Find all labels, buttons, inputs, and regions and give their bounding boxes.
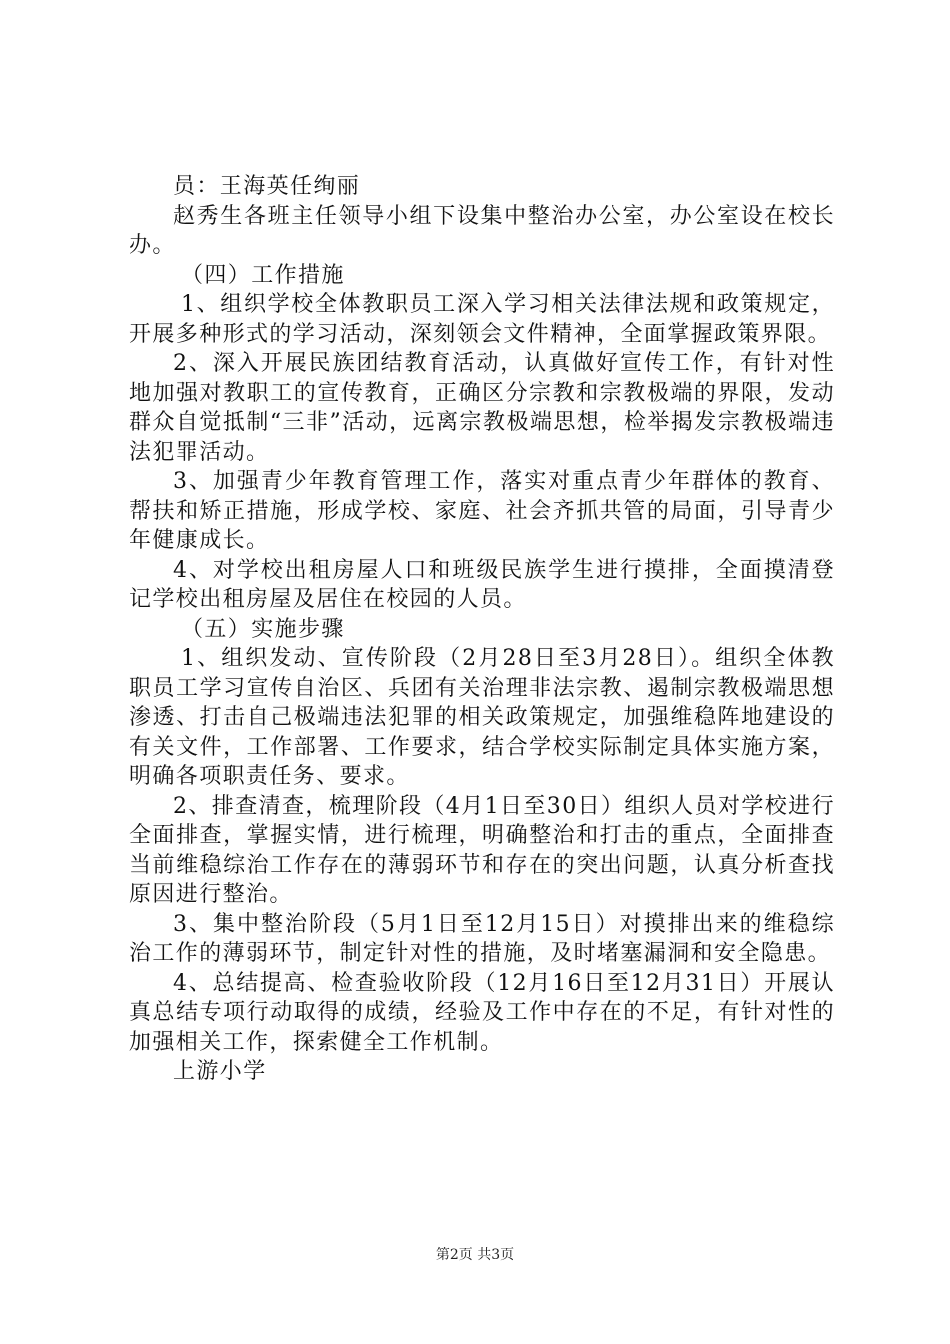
paragraph-office-setup: 赵秀生各班主任领导小组下设集中整治办公室，办公室设在校长办。 [129, 203, 835, 258]
paragraph-member-list: 员：王海英任绚丽 [173, 174, 361, 199]
signature-school-name: 上游小学 [173, 1059, 267, 1084]
paragraph-measure-1: 1、组织学校全体教职员工深入学习相关法律法规和政策规定，开展多种形式的学习活动，深刻领会文件精神，全面掌握政策界限。 [129, 292, 835, 347]
paragraph-measure-4: 4、对学校出租房屋人口和班级民族学生进行摸排，全面摸清登记学校出租房屋及居住在校园的人员。 [129, 557, 835, 612]
paragraph-step-4: 4、总结提高、检查验收阶段（12月16日至12月31日）开展认真总结专项行动取得的成绩，经验及工作中存在的不足，有针对性的加强相关工作，探索健全工作机制。 [129, 970, 835, 1055]
paragraph-step-2: 2、排查清查，梳理阶段（4月1日至30日）组织人员对学校进行全面排查，掌握实情，进行梳理，明确整治和打击的重点，全面排查当前维稳综治工作存在的薄弱环节和存在的突出问题，认真分析查找原因进行整治。 [129, 793, 835, 907]
document-body [129, 172, 835, 1087]
page-number-footer: 第2页 共3页 [435, 1247, 515, 1263]
section-heading-steps: （五）实施步骤 [181, 616, 345, 642]
paragraph-step-3: 3、集中整治阶段（5月1日至12月15日）对摸排出来的维稳综治工作的薄弱环节，制定针对性的措施，及时堵塞漏洞和安全隐患。 [129, 911, 835, 966]
paragraph-measure-3: 3、加强青少年教育管理工作，落实对重点青少年群体的教育、帮扶和矫正措施，形成学校、家庭、社会齐抓共管的局面，引导青少年健康成长。 [129, 469, 835, 553]
section-heading-measures: （四）工作措施 [181, 262, 345, 288]
paragraph-measure-2: 2、深入开展民族团结教育活动，认真做好宣传工作，有针对性地加强对教职工的宣传教育，正确区分宗教和宗教极端的界限，发动群众自觉抵制“三非”活动，远离宗教极端思想，检举揭发宗教极端违法犯罪活动。 [129, 351, 835, 465]
paragraph-step-1: 1、组织发动、宣传阶段（2月28日至3月28日）。组织全体教职员工学习宣传自治区、兵团有关治理非法宗教、遏制宗教极端思想渗透、打击自己极端违法犯罪的相关政策规定，加强维稳阵地建设的有关文件，工作部署、工作要求，结合学校实际制定具体实施方案，明确各项职责任务、要求。 [129, 646, 835, 789]
